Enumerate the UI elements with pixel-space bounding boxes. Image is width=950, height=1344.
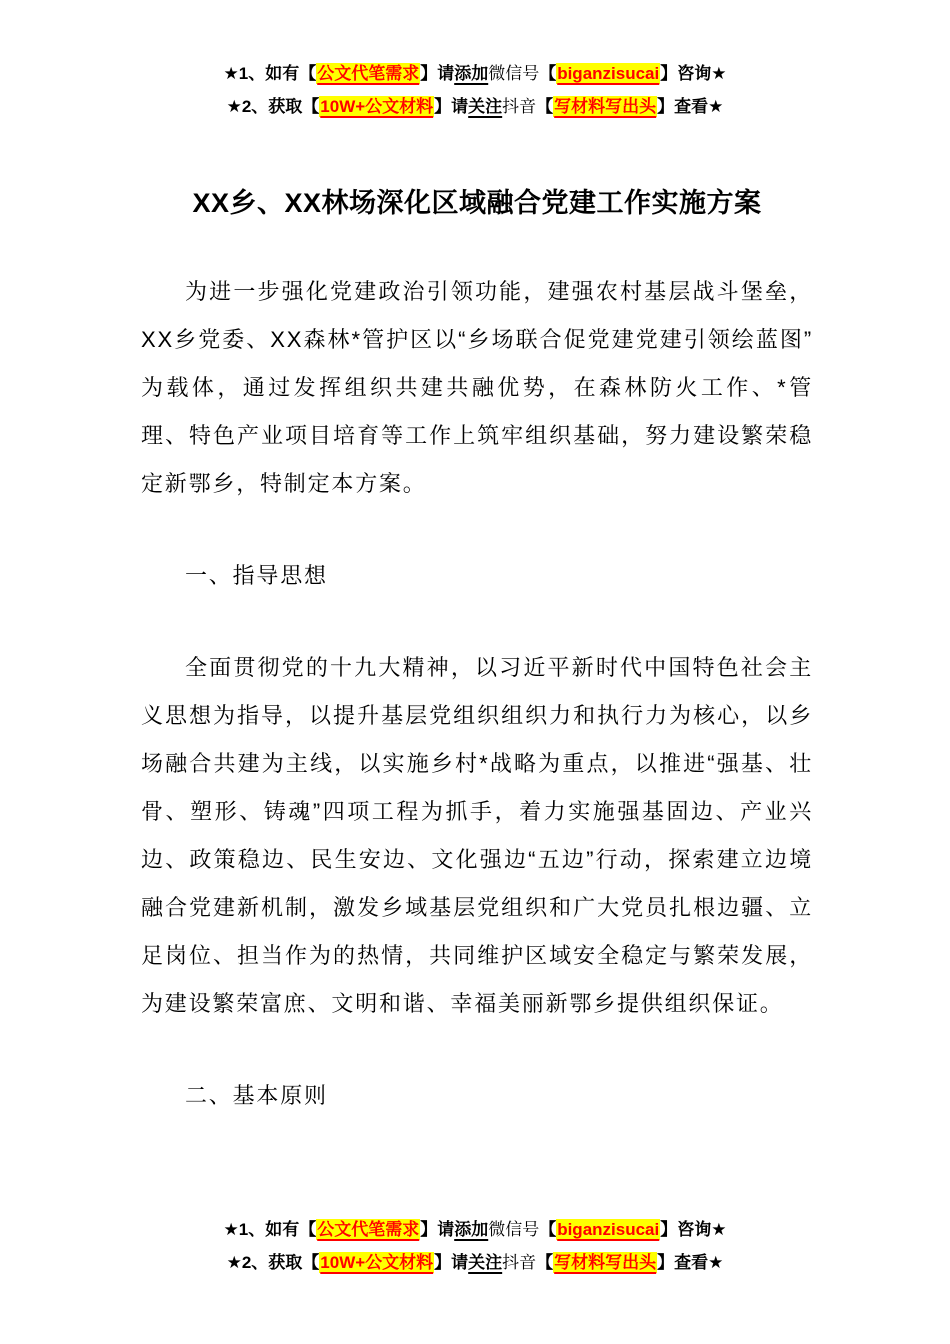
ad-segment: 写材料写出头	[554, 1253, 657, 1272]
ad-segment: 微信号	[488, 64, 540, 83]
ad-segment: 写材料写出头	[554, 97, 657, 116]
ad-segment: biganzisucai	[557, 64, 660, 83]
ad-segment: 】请	[420, 64, 455, 83]
ad-segment: 抖音	[502, 97, 537, 116]
ad-line2	[0, 1246, 950, 1279]
ad-segment: ★1、如有【	[223, 64, 317, 83]
ad-segment: 】请	[434, 1253, 469, 1272]
ad-line1	[0, 1213, 950, 1246]
section-heading-basic-principles: 二、基本原则	[185, 1083, 328, 1108]
ad-segment: 】请	[434, 97, 469, 116]
ad-segment: 】查看★	[657, 97, 724, 116]
ad-segment: 】咨询★	[660, 64, 727, 83]
document-body	[141, 0, 813, 1120]
ad-segment: 【	[539, 64, 557, 83]
ad-segment: 】查看★	[657, 1253, 724, 1272]
promo-banner-footer	[0, 1213, 950, 1279]
section-heading-guiding-ideology: 一、指导思想	[185, 563, 328, 588]
ad-segment: ★2、获取【	[226, 1253, 320, 1272]
ad-segment: 关注	[468, 1253, 503, 1272]
ad-segment: ★2、获取【	[226, 97, 320, 116]
ad-segment: 公文代笔需求	[317, 1220, 420, 1239]
ad-segment: 】请	[420, 1220, 455, 1239]
document-title: XX乡、XX林场深化区域融合党建工作实施方案	[192, 188, 762, 218]
ad-segment: 【	[539, 1220, 557, 1239]
ad-segment: 【	[536, 1253, 554, 1272]
ad-segment: 微信号	[488, 1220, 540, 1239]
ad-segment: 关注	[468, 97, 503, 116]
paragraph-preamble: 为进一步强化党建政治引领功能，建强农村基层战斗堡垒，XX乡党委、XX森林*管护区以“乡场联合促党建党建引领绘蓝图”为载体，通过发挥组织共建共融优势，在森林防火工作、*管理、特色产业项目培育等工作上筑牢组织基础，努力建设繁荣稳定新鄂乡，特制定本方案。	[141, 279, 813, 496]
ad-segment: 】咨询★	[660, 1220, 727, 1239]
ad-segment: 添加	[454, 64, 489, 83]
ad-segment: ★1、如有【	[223, 1220, 317, 1239]
paragraph-guiding-ideology: 全面贯彻党的十九大精神，以习近平新时代中国特色社会主义思想为指导，以提升基层党组织组织力和执行力为核心，以乡场融合共建为主线，以实施乡村*战略为重点，以推进“强基、壮骨、塑形、铸魂”四项工程为抓手，着力实施强基固边、产业兴边、政策稳边、民生安边、文化强边“五边”行动，探索建立边境融合党建新机制，激发乡域基层党组织和广大党员扎根边疆、立足岗位、担当作为的热情，共同维护区域安全稳定与繁荣发展，为建设繁荣富庶、文明和谐、幸福美丽新鄂乡提供组织保证。	[141, 655, 813, 1016]
ad-segment: 抖音	[502, 1253, 537, 1272]
ad-segment: 添加	[454, 1220, 489, 1239]
ad-segment: 10W+公文材料	[320, 1253, 434, 1272]
ad-segment: 公文代笔需求	[317, 64, 420, 83]
ad-segment: biganzisucai	[557, 1220, 660, 1239]
ad-segment: 10W+公文材料	[320, 97, 434, 116]
ad-segment: 【	[536, 97, 554, 116]
